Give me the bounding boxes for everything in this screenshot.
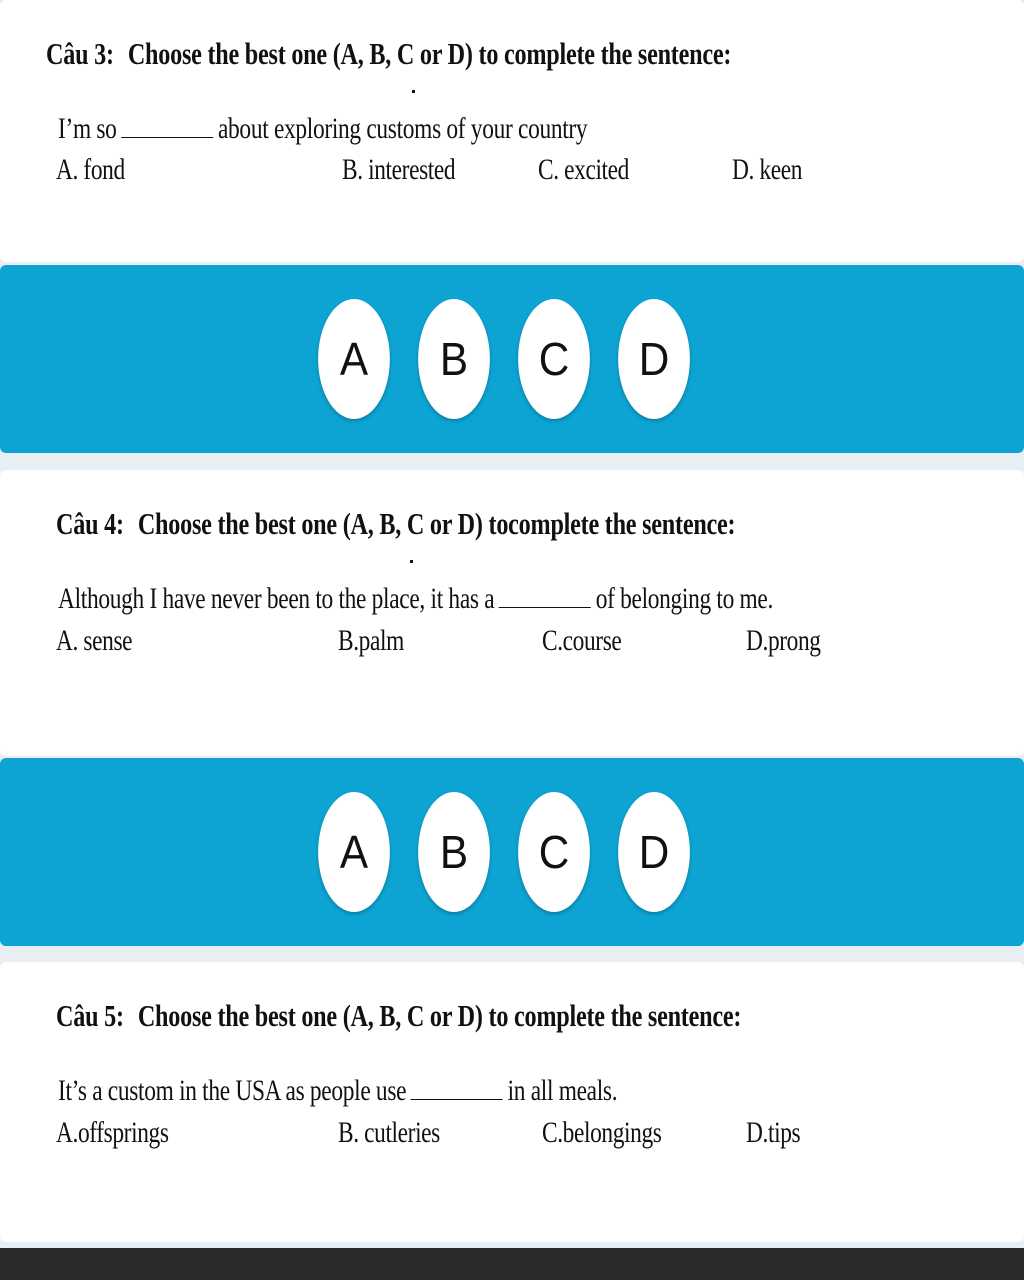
question-sentence — [58, 1074, 617, 1108]
sentence-after: in all meals. — [507, 1074, 618, 1107]
answer-band-3 — [0, 265, 1024, 453]
sentence-after: about exploring customs of your country — [217, 112, 588, 145]
answer-band-4 — [0, 758, 1024, 946]
option-c[interactable]: C.course — [542, 624, 622, 657]
question-title — [46, 36, 731, 72]
question-number: Câu 5: — [56, 998, 124, 1033]
answer-button-b[interactable]: B — [418, 792, 490, 912]
option-c[interactable]: C. excited — [538, 153, 629, 186]
option-b[interactable]: B. cutleries — [338, 1116, 440, 1149]
option-a[interactable]: A.offsprings — [56, 1116, 169, 1149]
sentence-before: I’m so — [58, 112, 117, 145]
option-b[interactable]: B. interested — [342, 153, 456, 186]
option-a[interactable]: A. fond — [56, 153, 125, 186]
answer-button-b[interactable]: B — [418, 299, 490, 419]
question-instruction: Choose the best one (A, B, C or D) to complete the sentence: — [127, 36, 732, 71]
option-d[interactable]: D.prong — [746, 624, 821, 657]
question-card-4 — [0, 470, 1024, 756]
answer-blank — [499, 583, 591, 608]
option-a[interactable]: A. sense — [56, 624, 133, 657]
answer-button-c[interactable]: C — [518, 792, 590, 912]
answer-button-d[interactable]: D — [618, 299, 690, 419]
answer-button-a[interactable]: A — [318, 792, 390, 912]
answer-buttons — [315, 299, 693, 419]
option-c[interactable]: C.belongings — [542, 1116, 662, 1149]
footer-bar — [0, 1248, 1024, 1280]
dot-mark — [412, 90, 415, 93]
question-title — [56, 506, 735, 542]
option-d[interactable]: D.tips — [746, 1116, 801, 1149]
dot-mark — [410, 560, 413, 563]
sentence-before: Although I have never been to the place, it has a — [58, 582, 495, 615]
sentence-after: of belonging to me. — [595, 582, 774, 615]
answer-blank — [411, 1075, 503, 1100]
question-number: Câu 3: — [46, 36, 114, 71]
option-b[interactable]: B.palm — [338, 624, 404, 657]
answer-button-a[interactable]: A — [318, 299, 390, 419]
answer-button-c[interactable]: C — [518, 299, 590, 419]
question-instruction: Choose the best one (A, B, C or D) tocomplete the sentence: — [137, 506, 736, 541]
option-d[interactable]: D. keen — [732, 153, 803, 186]
question-card-3 — [0, 0, 1024, 262]
question-title — [56, 998, 741, 1034]
question-sentence — [58, 112, 587, 146]
answer-button-d[interactable]: D — [618, 792, 690, 912]
question-instruction: Choose the best one (A, B, C or D) to complete the sentence: — [137, 998, 742, 1033]
sentence-before: It’s a custom in the USA as people use — [58, 1074, 407, 1107]
answer-blank — [121, 113, 213, 138]
question-card-5 — [0, 962, 1024, 1242]
answer-buttons — [315, 792, 693, 912]
question-number: Câu 4: — [56, 506, 124, 541]
question-sentence — [58, 582, 773, 616]
